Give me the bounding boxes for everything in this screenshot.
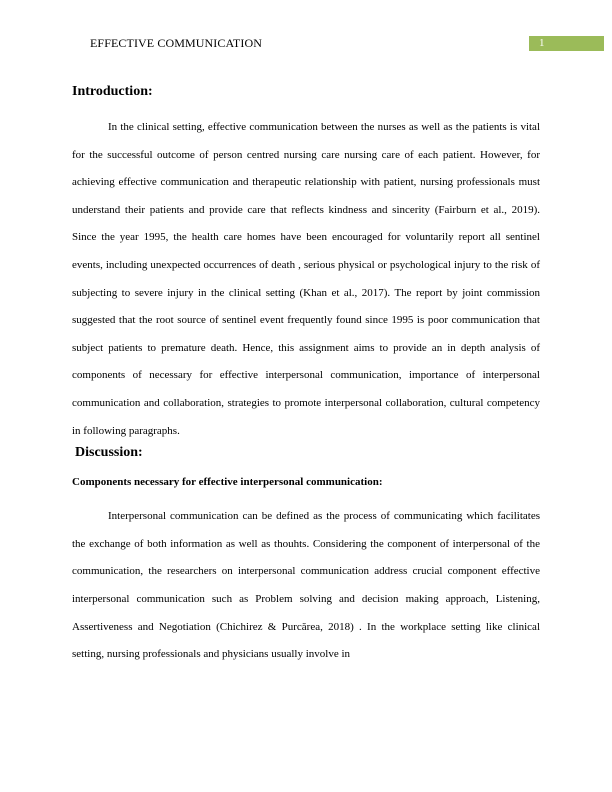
page-number-badge: 1 xyxy=(529,36,604,51)
discussion-paragraph: Interpersonal communication can be defined as the process of communicating which facilitates the exchange of both information as well as thouhts. Considering the component of interpersonal of the communication, the researchers on interpersonal communication address crucial component effective interpersonal communication such as Problem solving and decision making approach, Listening, Assertiveness and Negotiation (Chichirez & Purcărea, 2018) . In the workplace setting like clinical setting, nursing professionals and physicians usually involve in xyxy=(72,510,540,661)
running-header-title: EFFECTIVE COMMUNICATION xyxy=(90,36,262,50)
document-body xyxy=(72,84,540,669)
discussion-heading: Discussion: xyxy=(75,445,143,461)
introduction-paragraph: In the clinical setting, effective communication between the nurses as well as the patients is vital for the successful outcome of person centred nursing care nursing care of each patient. However, for achieving effective communication and therapeutic relationship with patient, nursing professionals must understand their patients and provide care that reflects kindness and sincerity (Fairburn et al., 2019). Since the year 1995, the health care homes have been encouraged for voluntarily report all sentinel events, including unexpected occurrences of death , serious physical or psychological injury to the risk of subjecting to severe injury in the clinical setting (Khan et al., 2017). The report by joint commission suggested that the root source of sentinel event frequently found since 1995 is poor communication that subject patients to premature death. Hence, this assignment aims to provide an in depth analysis of components of necessary for effective interpersonal communication, importance of interpersonal communication and collaboration, strategies to promote interpersonal collaboration, cultural competency in following paragraphs. xyxy=(72,121,540,437)
introduction-heading: Introduction: xyxy=(72,84,153,99)
components-subheading: Components necessary for effective interpersonal communication: xyxy=(72,476,383,489)
